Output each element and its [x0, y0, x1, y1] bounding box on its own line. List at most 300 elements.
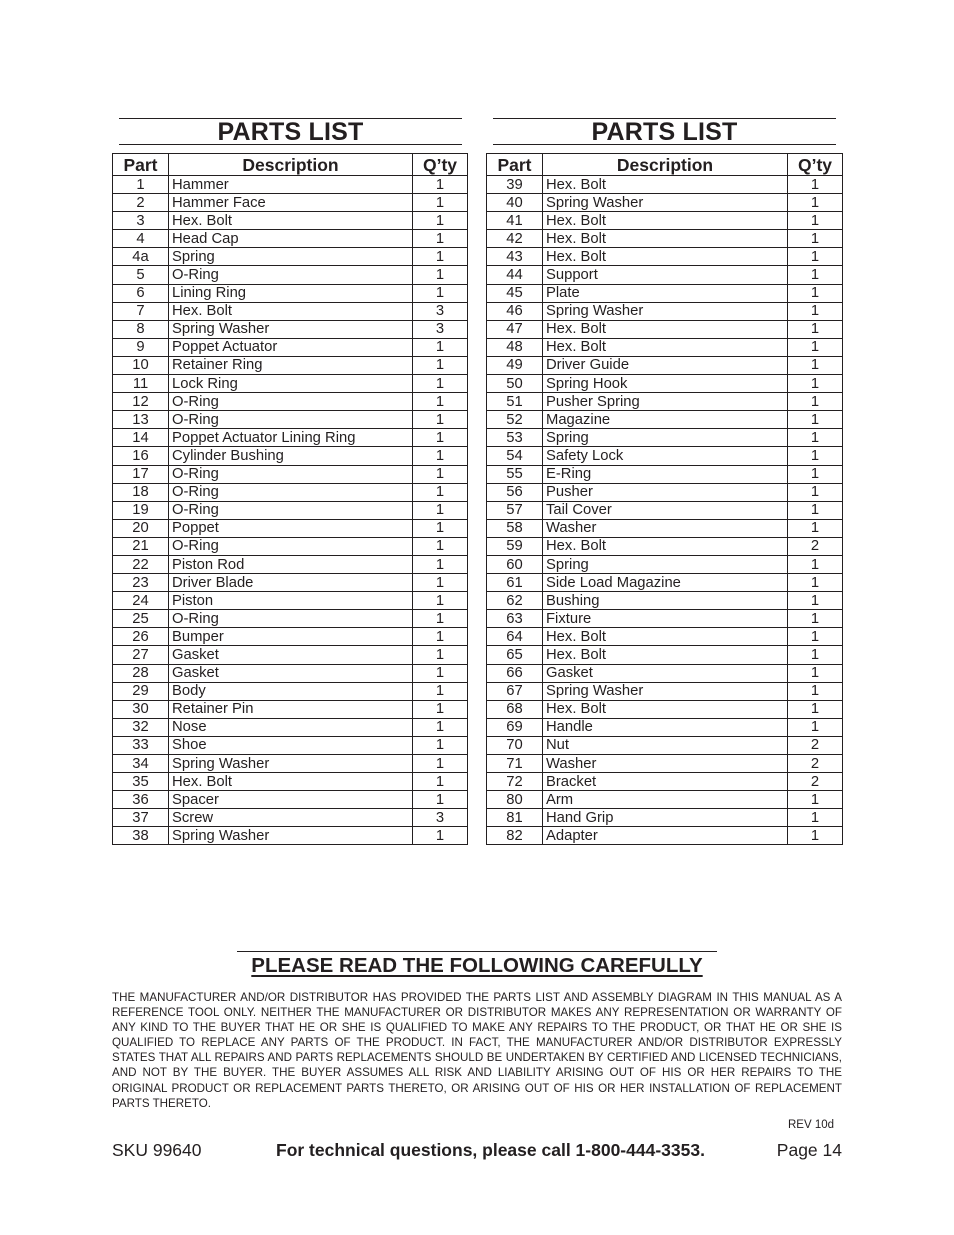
- part-number-cell: 36: [113, 791, 169, 809]
- table-row: [487, 176, 843, 194]
- part-number-cell: 34: [113, 755, 169, 773]
- qty-cell: 1: [788, 827, 843, 845]
- qty-cell: 1: [788, 338, 843, 356]
- right-parts-table: [486, 153, 843, 845]
- description-cell: Shoe: [169, 736, 413, 754]
- table-row: [487, 736, 843, 754]
- qty-cell: 3: [413, 809, 468, 827]
- table-row: [113, 700, 468, 718]
- table-row: [487, 320, 843, 338]
- description-cell: Hex. Bolt: [543, 646, 788, 664]
- description-cell: Gasket: [543, 664, 788, 682]
- qty-cell: 1: [788, 555, 843, 573]
- description-cell: Magazine: [543, 411, 788, 429]
- description-cell: O-Ring: [169, 393, 413, 411]
- table-row: [113, 827, 468, 845]
- qty-cell: 1: [413, 356, 468, 374]
- part-number-cell: 39: [487, 176, 543, 194]
- qty-cell: 1: [788, 628, 843, 646]
- table-row: [113, 755, 468, 773]
- description-cell: Nose: [169, 718, 413, 736]
- description-cell: O-Ring: [169, 537, 413, 555]
- qty-cell: 1: [413, 393, 468, 411]
- table-row: [487, 483, 843, 501]
- description-cell: Spring Washer: [169, 320, 413, 338]
- part-number-cell: 21: [113, 537, 169, 555]
- description-cell: Spring: [169, 248, 413, 266]
- right-parts-list-heading: [493, 118, 836, 145]
- table-row: [487, 302, 843, 320]
- qty-cell: 1: [788, 465, 843, 483]
- qty-cell: 1: [788, 682, 843, 700]
- qty-cell: 2: [788, 736, 843, 754]
- qty-cell: 1: [413, 266, 468, 284]
- part-number-cell: 32: [113, 718, 169, 736]
- table-row: [487, 248, 843, 266]
- description-cell: Screw: [169, 809, 413, 827]
- description-cell: Piston: [169, 592, 413, 610]
- description-cell: Bumper: [169, 628, 413, 646]
- description-cell: O-Ring: [169, 610, 413, 628]
- part-number-cell: 28: [113, 664, 169, 682]
- sku-label: SKU 99640: [112, 1140, 202, 1160]
- parts-list-title: PARTS LIST: [591, 118, 738, 146]
- description-cell: Hex. Bolt: [543, 176, 788, 194]
- table-row: [487, 537, 843, 555]
- part-number-cell: 42: [487, 230, 543, 248]
- description-cell: Poppet Actuator: [169, 338, 413, 356]
- qty-cell: 1: [788, 320, 843, 338]
- description-cell: Hex. Bolt: [169, 212, 413, 230]
- qty-cell: 1: [413, 411, 468, 429]
- description-cell: Gasket: [169, 664, 413, 682]
- part-column-header: Part: [113, 154, 169, 176]
- qty-cell: 1: [413, 646, 468, 664]
- left-parts-list-heading: [119, 118, 462, 145]
- table-row: [113, 284, 468, 302]
- part-number-cell: 82: [487, 827, 543, 845]
- table-row: [487, 429, 843, 447]
- table-row: [487, 574, 843, 592]
- part-number-cell: 43: [487, 248, 543, 266]
- part-number-cell: 16: [113, 447, 169, 465]
- description-cell: Poppet Actuator Lining Ring: [169, 429, 413, 447]
- qty-cell: 1: [788, 646, 843, 664]
- part-number-cell: 58: [487, 519, 543, 537]
- part-number-cell: 51: [487, 393, 543, 411]
- qty-cell: 1: [413, 718, 468, 736]
- qty-cell: 1: [788, 664, 843, 682]
- left-parts-body: [113, 176, 468, 845]
- qty-cell: 1: [413, 176, 468, 194]
- right-parts-body: [487, 176, 843, 845]
- qty-cell: 1: [788, 592, 843, 610]
- qty-cell: 1: [788, 718, 843, 736]
- part-number-cell: 71: [487, 755, 543, 773]
- table-row: [113, 393, 468, 411]
- table-header-row: [113, 154, 468, 176]
- table-row: [113, 176, 468, 194]
- description-cell: Side Load Magazine: [543, 574, 788, 592]
- part-number-cell: 56: [487, 483, 543, 501]
- qty-cell: 1: [413, 501, 468, 519]
- disclaimer-text: THE MANUFACTURER AND/OR DISTRIBUTOR HAS PROVIDED THE PARTS LIST AND ASSEMBLY DIAGRAM IN THIS MANUAL AS A REFERENCE TOOL ONLY. NEITHER THE MANUFACTURER OR DISTRIBUTOR MAKES ANY REPRESENTATION OR WARRANTY OF ANY KIND TO THE BUYER THAT HE OR SHE IS QUALIFIED TO MAKE ANY REPAIRS TO THE PRODUCT, OR THAT HE OR SHE IS QUALIFIED TO REPLACE ANY PARTS OF THE PRODUCT. IN FACT, THE MANUFACTURER AND/OR DISTRIBUTOR EXPRESSLY STATES THAT ALL REPAIRS AND PARTS REPLACEMENTS SHOULD BE UNDERTAKEN BY CERTIFIED AND LICENSED TECHNICIANS, AND NOT BY THE BUYER. THE BUYER ASSUMES ALL RISK AND LIABILITY ARISING OUT OF HIS OR HER REPAIRS TO THE ORIGINAL PRODUCT OR REPLACEMENT PARTS THERETO, OR ARISING OUT OF HIS OR HER INSTALLATION OF REPLACEMENT PARTS THERETO.: [112, 991, 842, 1110]
- description-cell: Driver Blade: [169, 574, 413, 592]
- table-row: [113, 537, 468, 555]
- qty-cell: 1: [413, 248, 468, 266]
- description-cell: Lock Ring: [169, 375, 413, 393]
- part-number-cell: 65: [487, 646, 543, 664]
- qty-cell: 1: [413, 773, 468, 791]
- description-cell: Hex. Bolt: [543, 320, 788, 338]
- description-cell: Bracket: [543, 773, 788, 791]
- part-number-cell: 24: [113, 592, 169, 610]
- description-cell: Hex. Bolt: [543, 537, 788, 555]
- qty-cell: 1: [788, 212, 843, 230]
- technical-support-line: For technical questions, please call 1-800-444-3353.: [276, 1140, 705, 1160]
- qty-cell: 1: [788, 574, 843, 592]
- table-row: [113, 646, 468, 664]
- table-row: [113, 682, 468, 700]
- description-cell: O-Ring: [169, 501, 413, 519]
- part-number-cell: 61: [487, 574, 543, 592]
- description-cell: Hammer: [169, 176, 413, 194]
- description-cell: Head Cap: [169, 230, 413, 248]
- part-number-cell: 46: [487, 302, 543, 320]
- table-row: [487, 266, 843, 284]
- table-row: [113, 320, 468, 338]
- part-number-cell: 53: [487, 429, 543, 447]
- description-cell: Washer: [543, 755, 788, 773]
- qty-cell: 1: [413, 284, 468, 302]
- table-row: [113, 664, 468, 682]
- description-cell: O-Ring: [169, 465, 413, 483]
- description-cell: Retainer Pin: [169, 700, 413, 718]
- qty-cell: 1: [788, 411, 843, 429]
- table-row: [487, 356, 843, 374]
- part-number-cell: 38: [113, 827, 169, 845]
- part-number-cell: 47: [487, 320, 543, 338]
- description-cell: Piston Rod: [169, 555, 413, 573]
- table-row: [113, 194, 468, 212]
- description-cell: O-Ring: [169, 483, 413, 501]
- table-row: [113, 230, 468, 248]
- part-number-cell: 27: [113, 646, 169, 664]
- qty-cell: 1: [413, 592, 468, 610]
- part-number-cell: 69: [487, 718, 543, 736]
- part-number-cell: 48: [487, 338, 543, 356]
- description-cell: Poppet: [169, 519, 413, 537]
- part-number-cell: 62: [487, 592, 543, 610]
- description-cell: Spring Washer: [543, 682, 788, 700]
- table-row: [487, 501, 843, 519]
- part-number-cell: 44: [487, 266, 543, 284]
- part-number-cell: 4a: [113, 248, 169, 266]
- part-number-cell: 23: [113, 574, 169, 592]
- read-carefully-heading: [237, 951, 717, 979]
- table-row: [487, 827, 843, 845]
- table-row: [487, 375, 843, 393]
- part-column-header: Part: [487, 154, 543, 176]
- part-number-cell: 64: [487, 628, 543, 646]
- table-row: [487, 809, 843, 827]
- part-number-cell: 63: [487, 610, 543, 628]
- qty-cell: 1: [413, 194, 468, 212]
- description-cell: Nut: [543, 736, 788, 754]
- part-number-cell: 18: [113, 483, 169, 501]
- table-row: [487, 393, 843, 411]
- qty-cell: 1: [788, 483, 843, 501]
- part-number-cell: 8: [113, 320, 169, 338]
- description-cell: Safety Lock: [543, 447, 788, 465]
- qty-cell: 1: [413, 429, 468, 447]
- description-cell: Handle: [543, 718, 788, 736]
- description-cell: O-Ring: [169, 411, 413, 429]
- qty-cell: 1: [788, 700, 843, 718]
- qty-cell: 1: [788, 447, 843, 465]
- table-row: [113, 628, 468, 646]
- table-row: [113, 302, 468, 320]
- description-cell: Hex. Bolt: [543, 212, 788, 230]
- part-number-cell: 54: [487, 447, 543, 465]
- description-cell: Cylinder Bushing: [169, 447, 413, 465]
- qty-cell: 2: [788, 537, 843, 555]
- table-row: [487, 700, 843, 718]
- qty-cell: 1: [413, 628, 468, 646]
- revision-label: REV 10d: [788, 1119, 835, 1131]
- part-number-cell: 25: [113, 610, 169, 628]
- qty-cell: 1: [413, 338, 468, 356]
- table-row: [113, 356, 468, 374]
- qty-cell: 1: [788, 176, 843, 194]
- part-number-cell: 67: [487, 682, 543, 700]
- qty-cell: 1: [788, 194, 843, 212]
- table-row: [113, 791, 468, 809]
- qty-cell: 1: [788, 356, 843, 374]
- part-number-cell: 1: [113, 176, 169, 194]
- table-row: [487, 230, 843, 248]
- qty-cell: 3: [413, 320, 468, 338]
- qty-cell: 1: [788, 809, 843, 827]
- qty-cell: 1: [788, 501, 843, 519]
- qty-cell: 1: [413, 791, 468, 809]
- part-number-cell: 50: [487, 375, 543, 393]
- qty-cell: 1: [413, 610, 468, 628]
- qty-cell: 1: [413, 682, 468, 700]
- part-number-cell: 11: [113, 375, 169, 393]
- qty-cell: 1: [413, 555, 468, 573]
- table-row: [487, 718, 843, 736]
- description-cell: Bushing: [543, 592, 788, 610]
- table-row: [113, 501, 468, 519]
- table-row: [113, 447, 468, 465]
- qty-cell: 1: [413, 230, 468, 248]
- qty-cell: 2: [788, 755, 843, 773]
- description-cell: Spring Washer: [169, 827, 413, 845]
- description-column-header: Description: [169, 154, 413, 176]
- description-cell: Hex. Bolt: [543, 230, 788, 248]
- description-cell: Adapter: [543, 827, 788, 845]
- table-row: [487, 682, 843, 700]
- table-row: [487, 411, 843, 429]
- description-cell: Hex. Bolt: [543, 248, 788, 266]
- description-cell: Retainer Ring: [169, 356, 413, 374]
- description-cell: Tail Cover: [543, 501, 788, 519]
- page-number: Page 14: [776, 1140, 842, 1160]
- qty-cell: 1: [413, 375, 468, 393]
- qty-cell: 1: [413, 212, 468, 230]
- description-cell: O-Ring: [169, 266, 413, 284]
- description-cell: Hex. Bolt: [543, 700, 788, 718]
- description-cell: Hex. Bolt: [169, 302, 413, 320]
- part-number-cell: 20: [113, 519, 169, 537]
- table-row: [487, 592, 843, 610]
- part-number-cell: 5: [113, 266, 169, 284]
- qty-cell: 1: [413, 465, 468, 483]
- table-row: [487, 447, 843, 465]
- qty-cell: 1: [413, 700, 468, 718]
- qty-cell: 1: [788, 375, 843, 393]
- qty-cell: 1: [788, 393, 843, 411]
- table-row: [113, 338, 468, 356]
- part-number-cell: 10: [113, 356, 169, 374]
- description-cell: Arm: [543, 791, 788, 809]
- part-number-cell: 45: [487, 284, 543, 302]
- qty-cell: 1: [788, 230, 843, 248]
- part-number-cell: 6: [113, 284, 169, 302]
- part-number-cell: 68: [487, 700, 543, 718]
- table-row: [113, 592, 468, 610]
- table-row: [487, 791, 843, 809]
- table-row: [487, 628, 843, 646]
- description-cell: Pusher Spring: [543, 393, 788, 411]
- description-cell: E-Ring: [543, 465, 788, 483]
- part-number-cell: 33: [113, 736, 169, 754]
- description-cell: Spring Washer: [543, 194, 788, 212]
- description-cell: Driver Guide: [543, 356, 788, 374]
- part-number-cell: 70: [487, 736, 543, 754]
- part-number-cell: 3: [113, 212, 169, 230]
- part-number-cell: 35: [113, 773, 169, 791]
- qty-cell: 1: [413, 755, 468, 773]
- part-number-cell: 55: [487, 465, 543, 483]
- table-row: [113, 809, 468, 827]
- part-number-cell: 37: [113, 809, 169, 827]
- table-row: [487, 284, 843, 302]
- table-row: [113, 555, 468, 573]
- qty-cell: 1: [413, 736, 468, 754]
- part-number-cell: 29: [113, 682, 169, 700]
- table-row: [487, 555, 843, 573]
- table-row: [113, 718, 468, 736]
- table-row: [113, 465, 468, 483]
- part-number-cell: 2: [113, 194, 169, 212]
- qty-cell: 3: [413, 302, 468, 320]
- table-row: [113, 248, 468, 266]
- description-cell: Hex. Bolt: [543, 338, 788, 356]
- qty-cell: 1: [788, 429, 843, 447]
- part-number-cell: 17: [113, 465, 169, 483]
- part-number-cell: 26: [113, 628, 169, 646]
- qty-cell: 1: [788, 248, 843, 266]
- table-row: [113, 610, 468, 628]
- qty-cell: 1: [413, 827, 468, 845]
- description-cell: Fixture: [543, 610, 788, 628]
- part-number-cell: 14: [113, 429, 169, 447]
- part-number-cell: 52: [487, 411, 543, 429]
- part-number-cell: 57: [487, 501, 543, 519]
- left-parts-table: [112, 153, 468, 845]
- qty-cell: 1: [788, 791, 843, 809]
- part-number-cell: 66: [487, 664, 543, 682]
- qty-cell: 1: [413, 664, 468, 682]
- table-row: [487, 646, 843, 664]
- qty-cell: 1: [413, 574, 468, 592]
- table-row: [113, 411, 468, 429]
- part-number-cell: 80: [487, 791, 543, 809]
- description-cell: Gasket: [169, 646, 413, 664]
- table-row: [487, 465, 843, 483]
- description-cell: Spring Washer: [543, 302, 788, 320]
- qty-cell: 1: [413, 447, 468, 465]
- qty-cell: 2: [788, 773, 843, 791]
- part-number-cell: 22: [113, 555, 169, 573]
- page-footer: [112, 1140, 842, 1162]
- qty-cell: 1: [788, 284, 843, 302]
- table-row: [487, 664, 843, 682]
- table-row: [487, 773, 843, 791]
- qty-cell: 1: [413, 537, 468, 555]
- part-number-cell: 4: [113, 230, 169, 248]
- qty-cell: 1: [413, 483, 468, 501]
- part-number-cell: 7: [113, 302, 169, 320]
- description-cell: Spring Washer: [169, 755, 413, 773]
- part-number-cell: 60: [487, 555, 543, 573]
- qty-cell: 1: [413, 519, 468, 537]
- part-number-cell: 59: [487, 537, 543, 555]
- qty-column-header: Q’ty: [413, 154, 468, 176]
- qty-column-header: Q’ty: [788, 154, 843, 176]
- part-number-cell: 72: [487, 773, 543, 791]
- table-row: [113, 429, 468, 447]
- table-row: [113, 519, 468, 537]
- part-number-cell: 13: [113, 411, 169, 429]
- part-number-cell: 49: [487, 356, 543, 374]
- parts-list-title: PARTS LIST: [217, 118, 364, 146]
- table-row: [113, 483, 468, 501]
- description-cell: Hex. Bolt: [169, 773, 413, 791]
- table-row: [113, 375, 468, 393]
- description-cell: Washer: [543, 519, 788, 537]
- part-number-cell: 30: [113, 700, 169, 718]
- qty-cell: 1: [788, 266, 843, 284]
- table-row: [487, 212, 843, 230]
- table-row: [113, 574, 468, 592]
- part-number-cell: 19: [113, 501, 169, 519]
- description-cell: Support: [543, 266, 788, 284]
- table-row: [487, 194, 843, 212]
- table-row: [487, 755, 843, 773]
- qty-cell: 1: [788, 519, 843, 537]
- table-row: [113, 212, 468, 230]
- description-cell: Spring: [543, 429, 788, 447]
- description-cell: Spacer: [169, 791, 413, 809]
- description-cell: Hand Grip: [543, 809, 788, 827]
- qty-cell: 1: [788, 610, 843, 628]
- description-cell: Spring: [543, 555, 788, 573]
- part-number-cell: 9: [113, 338, 169, 356]
- description-cell: Lining Ring: [169, 284, 413, 302]
